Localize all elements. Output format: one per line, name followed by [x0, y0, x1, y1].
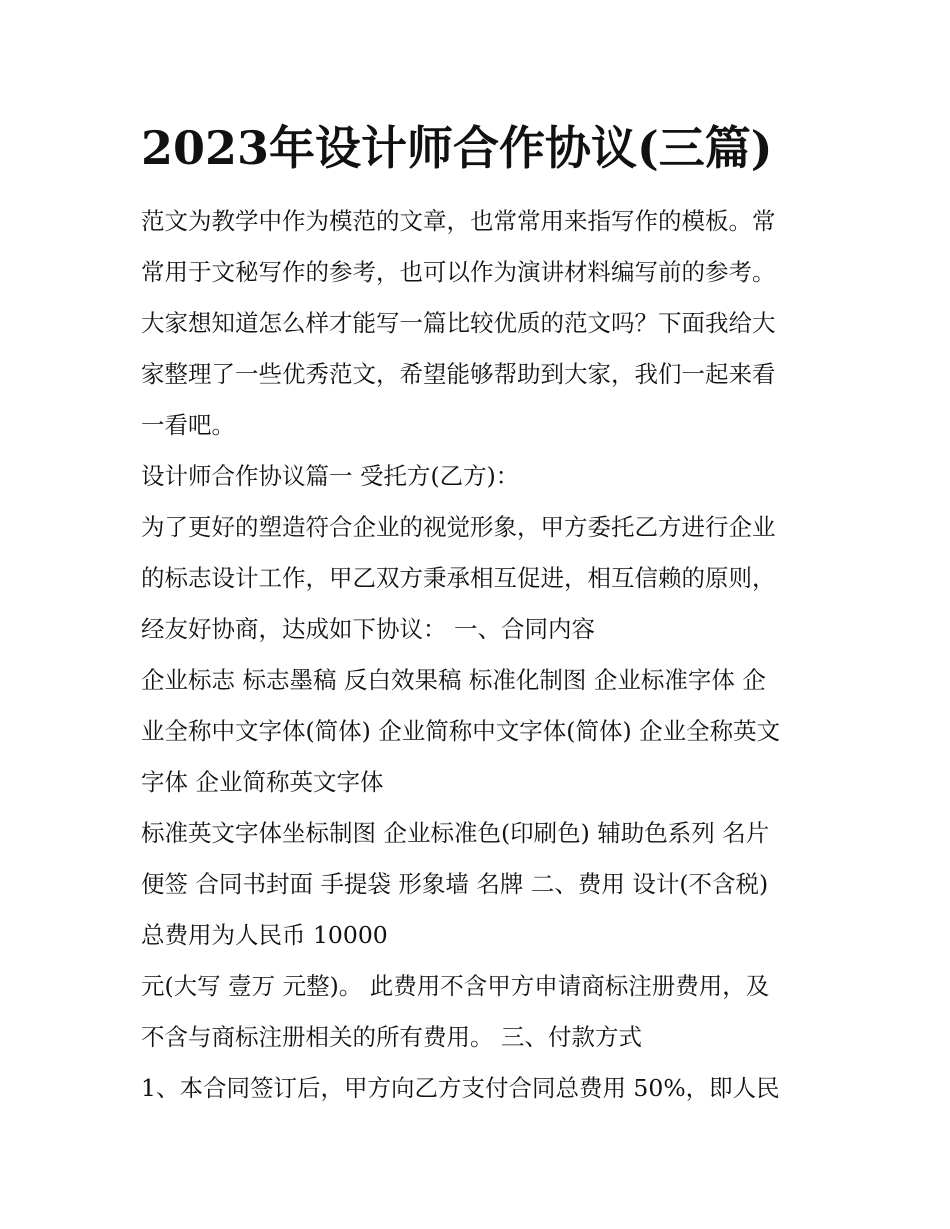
- body-line-8: 的标志设计工作，甲乙双方秉承相互促进，相互信赖的原则，: [141, 564, 776, 592]
- section-heading-1: 设计师合作协议篇一 受托方(乙方)：: [141, 462, 520, 490]
- body-line-12: 字体 企业简称英文字体: [141, 768, 384, 796]
- body-line-2: 常用于文秘写作的参考，也可以作为演讲材料编写前的参考。: [141, 258, 776, 286]
- body-line-18: 1、本合同签订后，甲方向乙方支付合同总费用 50%，即人民: [141, 1074, 780, 1102]
- body-line-4: 家整理了一些优秀范文，希望能够帮助到大家，我们一起来看: [141, 360, 776, 388]
- body-line-13: 标准英文字体坐标制图 企业标准色(印刷色) 辅助色系列 名片: [141, 819, 770, 847]
- body-line-15: 总费用为人民币 10000: [141, 921, 388, 949]
- body-line-16: 元(大写 壹万 元整)。 此费用不含甲方申请商标注册费用，及: [141, 972, 770, 1000]
- body-line-5: 一看吧。: [141, 411, 235, 439]
- body-line-9: 经友好协商，达成如下协议： 一、合同内容: [141, 615, 595, 643]
- body-line-17: 不含与商标注册相关的所有费用。 三、付款方式: [141, 1023, 642, 1051]
- body-line-11: 业全称中文字体(简体) 企业简称中文字体(简体) 企业全称英文: [141, 717, 781, 745]
- document-title: 2023年设计师合作协议(三篇): [141, 121, 773, 175]
- body-line-7: 为了更好的塑造符合企业的视觉形象，甲方委托乙方进行企业: [141, 513, 776, 541]
- body-line-14: 便签 合同书封面 手提袋 形象墙 名牌 二、费用 设计(不含税): [141, 870, 769, 898]
- body-line-1: 范文为教学中作为模范的文章，也常常用来指写作的模板。常: [141, 207, 776, 235]
- body-line-10: 企业标志 标志墨稿 反白效果稿 标准化制图 企业标准字体 企: [141, 666, 766, 694]
- body-line-3: 大家想知道怎么样才能写一篇比较优质的范文吗？下面我给大: [141, 309, 776, 337]
